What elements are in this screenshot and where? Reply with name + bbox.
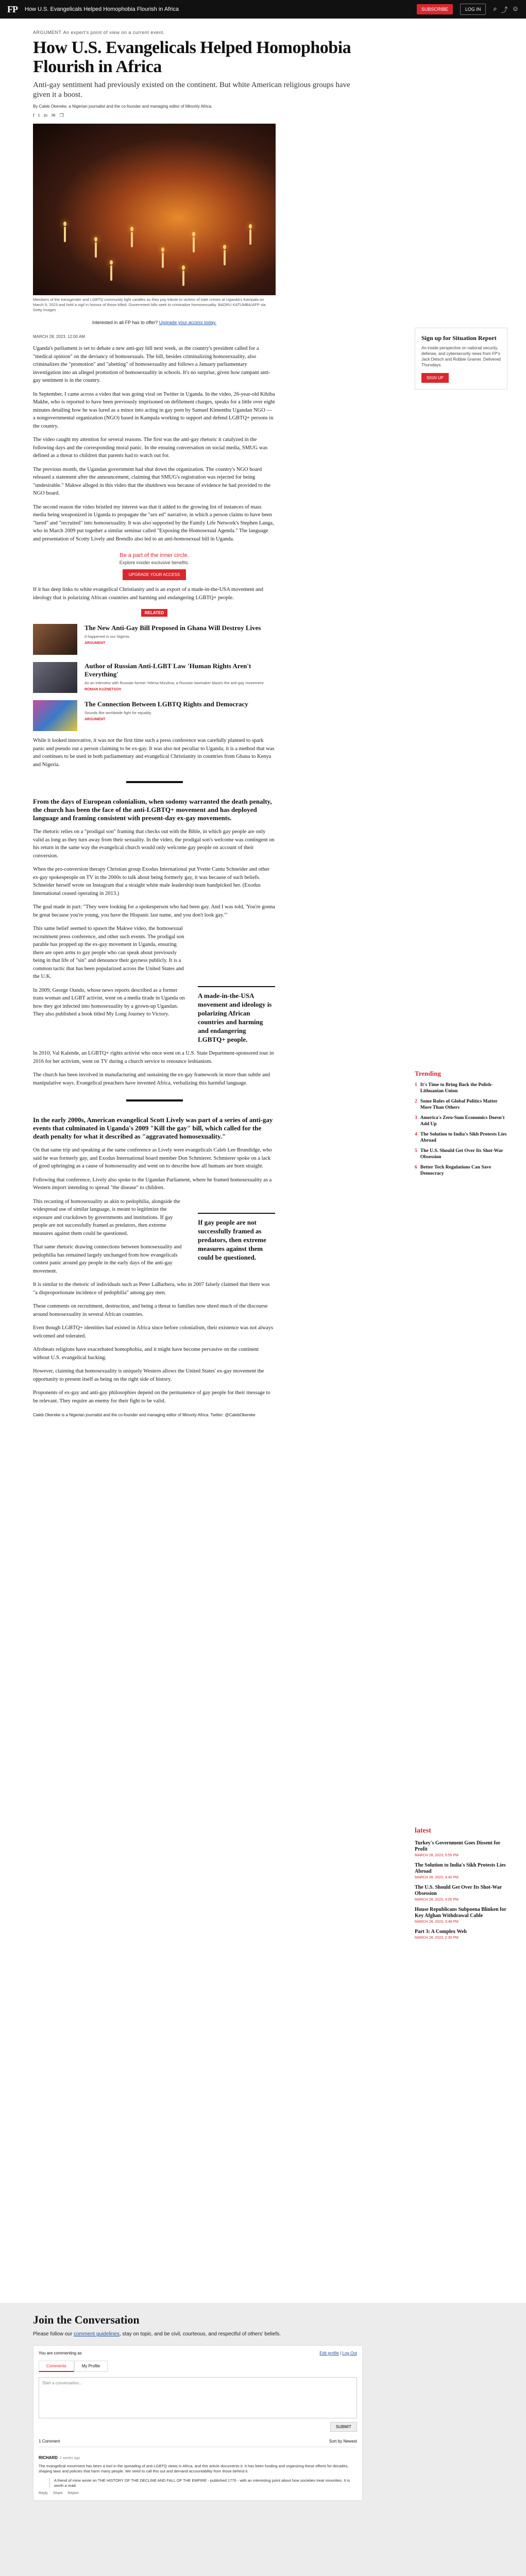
paragraph: Afrobeats religions have exacerbated homophobia, and it might have become pervasive on the continent without U.S. evangelical backing.: [33, 1347, 259, 1361]
pull-quote: A made-in-the-USA movement and ideology is polarizing African countries and harming and endangering LGBTQ+ people.: [198, 986, 275, 1044]
latest-box: [415, 1827, 507, 1940]
facebook-icon[interactable]: f: [33, 113, 35, 118]
related-item[interactable]: The Connection Between LGBTQ Rights and Democracy Sounds like worldwide fight for equality. ARGUMENT: [33, 700, 276, 731]
bookmark-icon[interactable]: ❐: [59, 113, 64, 118]
article-kicker[interactable]: ARGUMENT An expert's point of view on a current event.: [33, 30, 165, 35]
latest-item[interactable]: Turkey's Government Goes Dissent for Profit MARCH 28, 2023, 5:55 PM: [415, 1840, 501, 1857]
newsletter-signup: Sign up for Situation Report An inside perspective on national security, defense, and cybersecurity news from FP's Jack Detsch and Robbie Gramer. Delivered Thursdays. SIGN UP: [415, 328, 507, 389]
latest-item[interactable]: The U.S. Should Get Over Its Shot-War Obsession MARCH 28, 2023, 4:05 PM: [415, 1885, 502, 1902]
article-title: How U.S. Evangelicals Helped Homophobia Flourish in Africa: [33, 38, 351, 76]
report-button[interactable]: Report: [67, 2492, 79, 2495]
paragraph: It is similar to the rhetoric of individuals such as Peter LaBarbera, who in 2007 falsely claimed that there was "a disproportionate incidence of pedophilia" among gay men.: [33, 1282, 270, 1296]
comment-box: You are commenting as Edit profile | Log Out Comments My Profile Start a conversation... SUBMIT 1 Comment Sort by Newest RICHARD 2 weeks ago The evangelical movement has been a tool in the spreading of anti-LGBTQ views in Africa, and this article documents it. It has been funding and organizing these efforts for decades, shaping laws and policies that harm many people. We need to call this out and demand accountability from those behind it. A friend of mine wrote on THE HISTORY OF THE DECLINE AND FALL OF THE EMPIRE - published 1776 - with an interesting point about how societies treat minorities. It is worth a read. Reply Share Report: [33, 2345, 363, 2501]
article-date: MARCH 28, 2023, 12:00 AM: [33, 334, 85, 339]
reply-button[interactable]: Reply: [39, 2492, 48, 2495]
comments-section: [0, 2303, 526, 2576]
paragraph: Uganda's parliament is set to debate a new anti-gay bill next week, as the country's president called for a "medical opinion" on the deviancy of homosexuals. The bill, besides criminalizing homosexuality, also criminalizes the "promotion" and "abetting" of homosexuality and follows a January parliamentary investigation into an alleged promotion of homosexuality in schools. It's no surprise, given how rampant anti-gay sentiment is in the country.: [33, 346, 270, 383]
paragraph: The goal made in part: "They were looking for a spokesperson who had been gay. And I was told, 'You're gonna be great because you're young, you have the Hispanic last name, and you don't look gay.'": [33, 904, 275, 918]
subscribe-button[interactable]: SUBSCRIBE: [417, 4, 453, 14]
upgrade-promo-line: Interested in all FP has to offer? Upgrade your access today.: [92, 320, 217, 325]
trending-item[interactable]: 1 It's Time to Bring Back the Polish-Lithuanian Union: [415, 1082, 493, 1094]
comment-submit-button[interactable]: SUBMIT: [330, 2422, 357, 2432]
share-button[interactable]: Share: [53, 2492, 63, 2495]
commenting-as: You are commenting as: [39, 2351, 82, 2355]
comment-reply: A friend of mine wrote on THE HISTORY OF THE DECLINE AND FALL OF THE EMPIRE - published 1776 - with an interesting point about how societies treat minorities. It is worth a read.: [49, 2478, 357, 2488]
share-icon[interactable]: ⤴: [501, 6, 508, 14]
comments-heading: Join the Conversation: [33, 2313, 140, 2326]
paragraph: The previous month, the Ugandan government had shut down the organization. The country's NGO board released a statement after the announcement, claiming that SMUG's registration was rejected for being "undesirable." Makwe alleged in this video that the shutdown was because of evidence he had provided to the NGO board.: [33, 466, 271, 496]
fp-logo[interactable]: FP: [7, 4, 18, 14]
login-button[interactable]: LOG IN: [460, 4, 486, 15]
comment-guidelines: Please follow our comment guidelines, stay on topic, and be civil, courteous, and respectful of others' beliefs.: [33, 2331, 281, 2337]
related-item[interactable]: The New Anti-Gay Bill Proposed in Ghana Will Destroy Lives It happened in our Nigeria. ARGUMENT: [33, 624, 276, 655]
paragraph: In 2010, Val Kalende, an LGBTQ+ rights activist who once went on a U.S. State Department-sponsored tour in 2016 for her activism, went on TV during a church service to renounce lesbianism.: [33, 1050, 274, 1064]
search-icon[interactable]: ⌕: [493, 4, 497, 12]
paragraph: However, claiming that homosexuality is uniquely Western allows the United States' ex-gay movement the opportunity to present itself as being on the right side of history.: [33, 1368, 264, 1382]
trending-box: [415, 1070, 507, 1177]
paragraph: The second reason the video bristled my interest was that it added to the growing list of instances of mass media being weaponized in Uganda to propagate the "sex ed" narrative, in which a person claims to have been "lured" and "recruited" into homosexuality. It was also supported by the Family Life Network's Stephen Langa, who in March 2009 put together a similar seminar called "Exposing the Homosexual Agenda." The language and presentation of Scotty Lively and Brendlo also led to an anti-homosexual bill in Uganda.: [33, 504, 274, 542]
topbar-article-title: How U.S. Evangelicals Helped Homophobia Flourish in Africa: [25, 6, 179, 12]
tab-comments[interactable]: Comments: [39, 2361, 74, 2372]
paragraph: The rhetoric relies on a "prodigal son" framing that checks out with the Bible, in which gay people are only valid as long as they turn away from their sexuality. In the video, the prodigal son's welcome was contingent on his return in the same way the evangelical church would only welcome gay people on account of their conversion.: [33, 829, 275, 859]
pull-quote: If gay people are not successfully framed as predators, then extreme measures against them could be questioned.: [198, 1213, 275, 1262]
section-divider: [126, 1099, 183, 1101]
edit-profile-link[interactable]: Edit profile: [319, 2351, 339, 2355]
latest-heading: latest: [415, 1827, 431, 1835]
section-lead: From the days of European colonialism, when sodomy warranted the death penalty, the church has been the face of the anti-LGBTQ+ movement and has deployed language and framing consistent with present-day ex-gay movements.: [33, 798, 272, 822]
newsletter-signup-button[interactable]: SIGN UP: [421, 373, 449, 383]
trending-item[interactable]: 3 America's Zero-Sum Economics Doesn't Add Up: [415, 1115, 505, 1127]
related-thumbnail[interactable]: [33, 662, 77, 693]
comment-input[interactable]: Start a conversation...: [39, 2377, 357, 2418]
paragraph: If it has deep links to white evangelical Christianity and is an export of a made-in-the-USA movement and ideology that is polarizing African countries and harming and endangering LGBTQ+ people.: [33, 587, 264, 601]
email-icon[interactable]: ✉: [52, 113, 56, 118]
upgrade-link[interactable]: Upgrade your access today.: [159, 320, 217, 325]
comment: RICHARD 2 weeks ago The evangelical movement has been a tool in the spreading of anti-LGBTQ views in Africa, and this article documents it. It has been funding and organizing these efforts for decades, shaping laws and policies that harm many people. We need to call this out and demand accountability from those behind it. A friend of mine wrote on THE HISTORY OF THE DECLINE AND FALL OF THE EMPIRE - published 1776 - with an interesting point about how societies treat minorities. It is worth a read. Reply Share Report: [39, 2452, 357, 2495]
article-byline: By Caleb Okereke, a Nigerian journalist and the co-founder and managing editor of Minority Africa.: [33, 104, 213, 109]
trending-item[interactable]: 5 The U.S. Should Get Over Its Shot-War Obsession: [415, 1148, 503, 1160]
paragraph: Even though LGBTQ+ identities had existed in Africa since before colonialism, their existence was not always welcomed and tolerated.: [33, 1325, 274, 1339]
sort-select[interactable]: Newest: [343, 2439, 357, 2444]
related-tag: RELATED: [141, 609, 167, 617]
paragraph: These comments on recruitment, destruction, and being a threat to families now shred much of the discourse around homosexuality in several African countries.: [33, 1303, 268, 1317]
hero-caption: Members of the transgender and LGBTQ community light candles as they pay tribute to victims of hate crimes at Uganda's Kampala on March 9, 2023 and hold a vigil in honour of those killed. Government bills seek to criminalize homosexuality. BADRU KATUMBA/AFP via Getty Images: [33, 297, 266, 312]
linkedin-icon[interactable]: in: [44, 113, 48, 118]
share-bar: [33, 113, 363, 118]
paragraph: When the pro-conversion therapy Christian group Exodus International put Yvette Cantu Schneider and other ex-gay spokespeople on TV in the 2000s to talk about being formerly gay, it was because of such beliefs. Schneider herself wrote on Instagram that a straight white male leadership team handpicked her. (Exodus International ceased operating in 2013.): [33, 867, 269, 896]
logout-link[interactable]: Log Out: [342, 2351, 357, 2355]
paragraph: While it looked innovative, it was not the first time such a press conference was carefully planned to spark panic and pseudo out a person claiming to be ex-gay. It was also not peculiar to Uganda; it is a method that was and continues to be used in both parliamentary and evangelical Christianity in countries from Ghana to Kenya and Nigeria.: [33, 738, 275, 768]
paragraph: The video caught my attention for several reasons. The first was the anti-gay rhetoric it catalyzed in the following days and the corresponding moral panic. In the ensuing conversation on social media, SMUG was defined as a threat to children that parents had to watch out for.: [33, 437, 268, 459]
section-lead: In the early 2000s, American evangelical Scott Lively was part of a series of anti-gay events that culminated in Uganda's 2009 "Kill the gay" bill, which called for the death penalty for what it described as "aggravated homosexuality.": [33, 1116, 273, 1140]
latest-item[interactable]: House Republicans Subpoena Blinken for Key Afghan Withdrawal Cable MARCH 28, 2023, 3:48 PM: [415, 1907, 506, 1924]
related-item[interactable]: Author of Russian Anti-LGBT Law 'Human Rights Aren't Everything' As an interview with Russian former Yelena Mizulina, a Russian lawmaker blazes the anti-gay movement. ROMAN KUZNETSOV: [33, 662, 276, 693]
paragraph: The church has been involved in manufacturing and sustaining the ex-gay framework in more than subtle and manipulative ways. Evangelical preachers have invented Africa, verbalizing this harmful language.: [33, 1072, 270, 1086]
paragraph: Following that conference, Lively also spoke to the Ugandan Parliament, where he framed homosexuality as a Western import intending to spread "the disease" to children.: [33, 1177, 272, 1191]
latest-item[interactable]: Part 3: A Complex Web MARCH 28, 2023, 2:30 PM: [415, 1929, 467, 1940]
upgrade-access-button[interactable]: UPGRADE YOUR ACCESS: [123, 569, 186, 580]
right-rail: [415, 328, 507, 389]
author-bio: Caleb Okereke is a Nigerian journalist and the co-founder and managing editor of Minority Africa. Twitter: @CalebOkereke: [33, 1413, 256, 1417]
trending-item[interactable]: 4 The Solution to India's Sikh Protests Lies Abroad: [415, 1132, 507, 1143]
related-thumbnail[interactable]: [33, 624, 77, 655]
related-thumbnail[interactable]: [33, 700, 77, 731]
article-dek: Anti-gay sentiment had previously existed on the continent. But white American religious groups have given it a boost.: [33, 81, 350, 99]
paragraph: On that same trip and speaking at the same conference as Lively were evangelicals Caleb Lee Brundidge, who said he was formerly gay, and Exodus International board member Don Schmierer. Schmierer spoke on a lack of good upbringing as a cause of homosexuality and went on to describe how all humans are born straight.: [33, 1147, 272, 1169]
section-divider: [126, 781, 183, 783]
hero-image: [33, 124, 276, 295]
paragraph: This recasting of homosexuality as akin to pedophilia, alongside the widespread use of similar language, is meant to legitimize the exposure and crackdown by governments and institutions. If gay people are not successfully framed as predators, then extreme measures against them could be questioned.: [33, 1198, 180, 1236]
paragraph: In 2009, George Oundo, whose news reports described as a former trans woman and LGBT activist, went on a media tirade in Uganda on how they got infected into homosexuality by a grown-up Ugandan. They also published a book titled My Long Journey to Victory.: [33, 987, 185, 1017]
trending-item[interactable]: 2 Some Rules of Global Politics Matter More Than Others: [415, 1099, 498, 1110]
paragraph: This same belief seemed to spawn the Makwe video, the homosexual recruitment press conference, and other such events. The prodigal son parable has propped up the ex-gay movement in Uganda, ensuring there are open arms to gay people who can speak about previously being in that life of "sin" and denounce their gayness publicly. It is a common tactic that has been popularized across the United States and the U.K.: [33, 926, 184, 979]
latest-item[interactable]: The Solution to India's Sikh Protests Lies Abroad MARCH 28, 2023, 4:40 PM: [415, 1862, 506, 1879]
trending-item[interactable]: 6 Better Tech Regulations Can Save Democracy: [415, 1165, 491, 1176]
trending-heading: Trending: [415, 1070, 441, 1077]
tab-my-profile[interactable]: My Profile: [74, 2361, 108, 2372]
comment-count: 1 Comment: [39, 2439, 60, 2444]
inner-circle-promo: Be a part of the inner circle. Explore insider exclusive benefits. UPGRADE YOUR ACCESS: [33, 552, 276, 580]
user-icon[interactable]: ☺: [512, 4, 519, 12]
top-navbar: [0, 0, 526, 19]
paragraph: That same rhetoric drawing connections between homosexuality and pedophilia has remained largely unchanged from how evangelicals contest panic around gay people in the early days of the anti-gay movement.: [33, 1244, 182, 1274]
paragraph: In September, I came across a video that was going viral on Twitter in Uganda. In the video, 26-year-old Kibiba Makhe, who is reported to have been previously imprisoned on defilement charges, speaks for a little over eight minutes detailing how he was lured as a minor into acting in gay porn by Samuel Kimenthu Ugandan NGO — a nongovernmental organization (NGO) based in Kampala working to support and defend LGBTQ+ persons in the country.: [33, 391, 275, 429]
twitter-icon[interactable]: t: [38, 113, 40, 118]
paragraph: Proponents of ex-gay and anti-gay philosophies depend on the permanence of gay people for their message to be relevant. They require an enemy for their fight to be valid.: [33, 1390, 270, 1404]
guidelines-link[interactable]: comment guidelines: [73, 2331, 120, 2337]
article-main: [33, 30, 363, 1418]
